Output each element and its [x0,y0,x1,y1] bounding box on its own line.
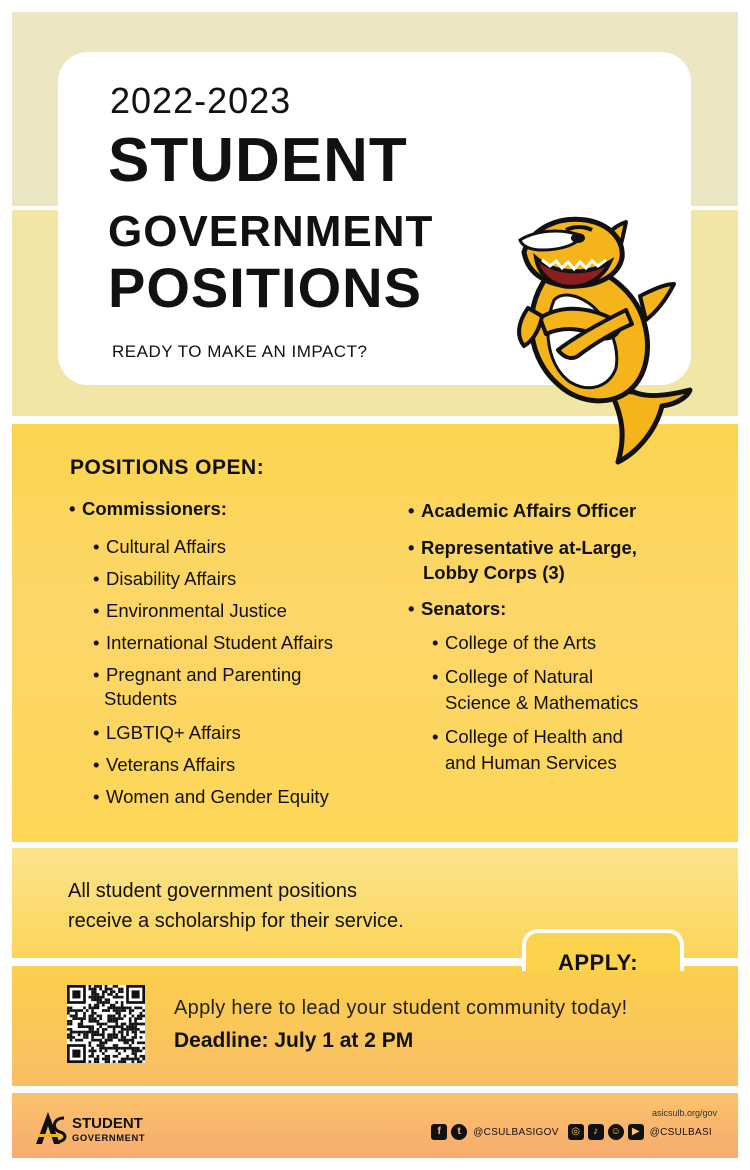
list-item: • Cultural Affairs [106,535,226,559]
tagline: READY TO MAKE AN IMPACT? [112,342,368,361]
list-item-continued: Science & Mathematics [445,692,639,713]
instagram-icon[interactable]: ◎ [568,1124,584,1140]
list-item-commissioners: • Commissioners: [82,497,227,521]
list-item: • Veterans Affairs [106,753,235,777]
list-item: • LGBTIQ+ Affairs [106,721,241,745]
title-positions: POSITIONS [108,256,422,319]
twitter-icon[interactable]: t [451,1124,467,1140]
list-item-senators: • Senators: [421,597,506,621]
list-item: • International Student Affairs [106,631,333,655]
deadline-text: Deadline: July 1 at 2 PM [174,1029,414,1052]
list-item: • Disability Affairs [106,567,236,591]
list-item: • Women and Gender Equity [106,785,329,809]
title-student: STUDENT [108,126,408,195]
qr-code[interactable] [67,985,145,1063]
snapchat-icon[interactable]: ☺ [608,1124,624,1140]
scholarship-note [68,876,404,936]
list-item-academic-affairs: • Academic Affairs Officer [421,499,636,523]
list-item: • Environmental Justice [106,599,287,623]
apply-description: Apply here to lead your student community today! [174,997,628,1019]
social-links [431,1124,717,1140]
scholarship-line: All student government positions [68,880,358,902]
title-government: GOVERNMENT [108,207,434,256]
website-url[interactable]: asicsulb.org/gov [651,1108,717,1118]
list-item-representative: • Representative at-Large, [421,536,637,560]
shark-mascot-illustration [506,200,696,472]
list-item: • College of Health and [445,725,623,749]
list-item-continued: and Human Services [445,752,617,773]
list-item-continued: Lobby Corps (3) [423,562,565,583]
list-item: • College of Natural [445,665,593,689]
list-item: • Pregnant and Parenting [106,663,301,687]
list-item: • College of the Arts [445,631,596,655]
logo-line1: STUDENT [72,1115,143,1132]
scholarship-line: receive a scholarship for their service. [68,910,404,932]
positions-open-heading: POSITIONS OPEN: [70,456,265,479]
tiktok-icon[interactable]: ♪ [588,1124,604,1140]
social-handle-gov[interactable]: @CSULBASIGOV [473,1126,559,1138]
social-handle-asi[interactable]: @CSULBASI [649,1126,712,1138]
years-heading: 2022-2023 [110,80,292,121]
asi-student-government-logo [34,1108,164,1148]
logo-line2: GOVERNMENT [72,1132,146,1143]
facebook-icon[interactable]: f [431,1124,447,1140]
youtube-icon[interactable]: ▶ [628,1124,644,1140]
list-item-continued: Students [104,688,178,709]
apply-label: APPLY: [558,950,639,975]
